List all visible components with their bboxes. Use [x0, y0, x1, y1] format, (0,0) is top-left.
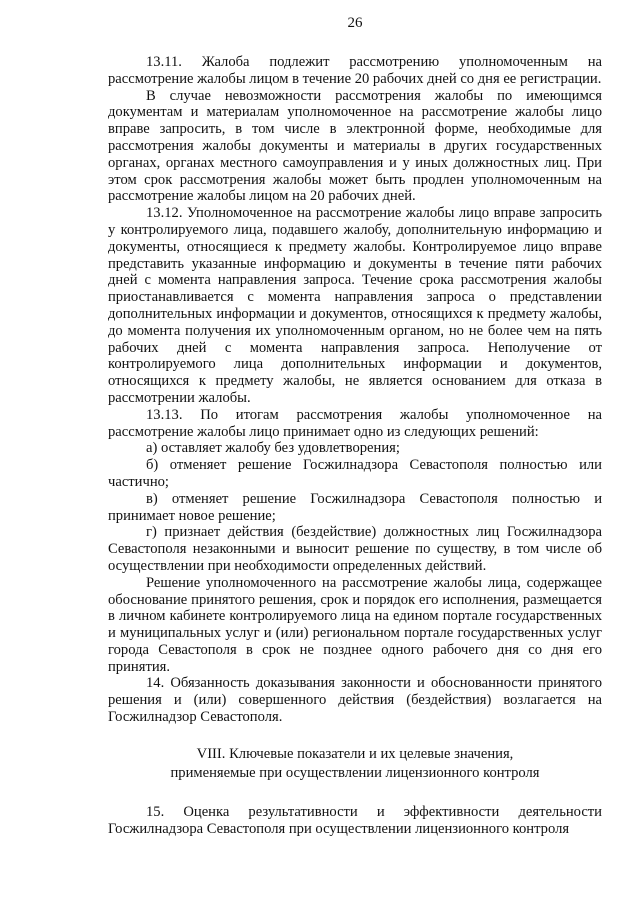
section-heading	[108, 745, 602, 783]
section-heading-line-2: применяемые при осуществлении лицензионного контроля	[170, 764, 540, 781]
list-item-g: г) признает действия (бездействие) должностных лиц Госжилнадзора Севастополя незаконными и выносит решение по существу, в том числе об осуществлении при необходимости определенных действий.	[108, 524, 602, 574]
list-item-b: б) отменяет решение Госжилнадзора Севастополя полностью или частично;	[108, 457, 602, 490]
paragraph-13-11: 13.11. Жалоба подлежит рассмотрению уполномоченным на рассмотрение жалобы лицом в течение 20 рабочих дней со дня ее регистрации.	[108, 54, 602, 87]
paragraph-15: 15. Оценка результативности и эффективности деятельности Госжилнадзора Севастополя при осуществлении лицензионного контроля	[108, 803, 602, 837]
paragraph-13-12: 13.12. Уполномоченное на рассмотрение жалобы лицо вправе запросить у контролируемого лица, подавшего жалобу, дополнительную информацию и документы, относящиеся к предмету жалобы. Контролируемое лицо вправе представить указанные информацию и документы в течение пяти рабочих дней с момента направления запроса. Течение срока рассмотрения жалобы приостанавливается с момента направления запроса о представлении дополнительных информации и документов, относящихся к предмету жалобы, до момента получения их уполномоченным органом, но не более чем на пять рабочих дней с момента направления запроса. Неполучение от контролируемого лица дополнительных информации и документов, относящихся к предмету жалобы, не является основанием для отказа в рассмотрении жалобы.	[108, 205, 602, 406]
paragraph-decision-publication: Решение уполномоченного на рассмотрение жалобы лица, содержащее обоснование принятого решения, срок и порядок его исполнения, размещается в личном кабинете контролируемого лица на едином портале государственных и муниципальных услуг и (или) региональном портале государственных услуг города Севастополя в срок не позднее одного рабочего дня со дня его принятия.	[108, 574, 602, 675]
list-item-a: а) оставляет жалобу без удовлетворения;	[146, 440, 400, 457]
document-page	[108, 14, 602, 837]
page-number: 26	[347, 15, 363, 31]
list-item-v: в) отменяет решение Госжилнадзора Севастополя полностью и принимает новое решение;	[108, 490, 602, 524]
paragraph-13-11-extension: В случае невозможности рассмотрения жалобы по имеющимся документам и материалам уполномоченное на рассмотрение жалобы лицо вправе запросить, в том числе в электронной форме, необходимые для рассмотрения жалобы документы и материалы в других государственных органах, органах местного самоуправления и у иных должностных лиц. При этом срок рассмотрения жалобы может быть продлен уполномоченным на рассмотрение жалобы лицом на 20 рабочих дней.	[108, 87, 602, 205]
section-heading-line-1: VIII. Ключевые показатели и их целевые значения,	[196, 745, 514, 762]
paragraph-13-13: 13.13. По итогам рассмотрения жалобы уполномоченное на рассмотрение жалобы лицо принимает одно из следующих решений:	[108, 406, 602, 440]
paragraph-14: 14. Обязанность доказывания законности и обоснованности принятого решения и (или) совершенного действия (бездействия) возлагается на Госжилнадзор Севастополя.	[108, 675, 602, 726]
